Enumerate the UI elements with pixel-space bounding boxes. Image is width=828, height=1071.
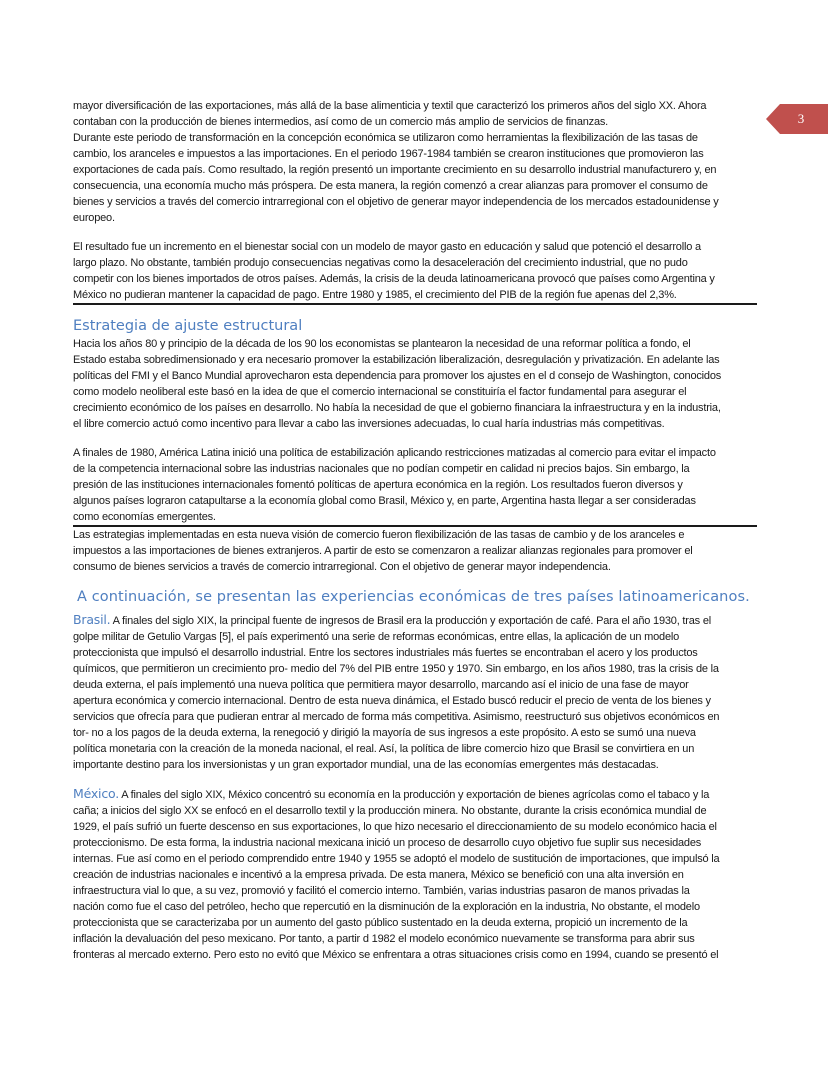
text-line: cambio, los aranceles e impuestos a las importaciones. En el periodo 1967-1984 también se crearon instituciones que promovieron las — [73, 148, 704, 160]
text-line: Estado estaba sobredimensionado y era necesario promover la estabilización liberalización, desregulación y privatización. En adelante las — [73, 354, 720, 366]
text-line: mayor diversificación de las exportaciones, más allá de la base alimenticia y textil que caracterizó los primeros años del siglo XX. Ahora — [73, 100, 707, 112]
text-line: presión de las instituciones internacionales fomentó políticas de apertura económica en la región. Los resultados fueron diversos y — [73, 479, 683, 491]
heading-ajuste-estructural: Estrategia de ajuste estructural — [73, 318, 303, 334]
text-line: proteccionista que se caracterizaba por un aumento del gasto público sustentado en la deuda externa, propició un incremento de la — [73, 917, 688, 929]
text-line: golpe militar de Getulio Vargas [5], el país experimentó una serie de reformas económicas, entre ellas, la aplicación de un modelo — [73, 631, 680, 643]
text-line: proteccionismo. De esta forma, la industria nacional mexicana inició un proceso de desarrollo cuyo objetivo fue suplir sus necesidades — [73, 837, 702, 849]
text-line: internas. Fue así como en el periodo comprendido entre 1940 y 1955 se adoptó el modelo de sustitución de importaciones, que impulsó la — [73, 853, 720, 865]
text-line: Durante este periodo de transformación en la concepción económica se utilizaron como herramientas la flexibilización de las tasas de — [73, 132, 698, 144]
country-label-brasil: Brasil. — [73, 612, 111, 627]
text-span: A finales del siglo XIX, la principal fuente de ingresos de Brasil era la producción y exportación de café. Para el año 1930, tras el — [110, 615, 711, 627]
paragraph-ajuste — [73, 336, 757, 432]
text-line: consumo de bienes servicios a través de comercio intrarregional. Con el objetivo de generar mayor independencia. — [73, 561, 611, 573]
text-line — [73, 612, 757, 629]
text-line: químicos, que permitieron un crecimiento pro- medio del 7% del PIB entre 1950 y 1970. Sin embargo, en los años 1980, tras la crisis de la — [73, 663, 719, 675]
page-number: 3 — [797, 111, 805, 126]
text-line: impuestos a las importaciones de bienes extranjeros. A partir de esto se comenzaron a realizar alianzas regionales para promover el — [73, 545, 693, 557]
text-line: deuda externa, el país implementó una nueva política que permitiera mayor desarrollo, marcando así el inicio de una fase de mayor — [73, 679, 689, 691]
text-line: inflación la devaluación del peso mexicano. Por tanto, a partir d 1982 el modelo económico nuevamente se transforma para abrir sus — [73, 933, 695, 945]
text-line: Las estrategias implementadas en esta nueva visión de comercio fueron flexibilización de las tasas de cambio y de los aranceles e — [73, 529, 685, 541]
text-line: de la competencia internacional sobre las industrias nacionales que no podían competir en calidad ni precios bajos. Sin embargo, la — [73, 463, 690, 475]
text-line: algunos países lograron catapultarse a la economía global como Brasil, México y, en parte, Argentina hasta llegar a ser consideradas — [73, 495, 696, 507]
text-line: largo plazo. No obstante, también produjo consecuencias negativas como la desaceleración del crecimiento industrial, que no pudo — [73, 257, 688, 269]
text-line: competir con los bienes importados de otros países. Además, la crisis de la deuda latinoamericana provocó que países como Argentina y — [73, 273, 715, 285]
text-line: nación como fue el caso del petróleo, hecho que repercutió en la disminución de la exploración en la industria, No obstante, el modelo — [73, 901, 700, 913]
text-line: política monetaria con la creación de la moneda nacional, el real. Así, la política de libre comercio hizo que Brasil se convirtiera en un — [73, 743, 695, 755]
text-line: proteccionista que impulsó el desarrollo industrial. Entre los sectores industriales más fuertes se encontraban el acero y los productos — [73, 647, 698, 659]
text-line: México no pudieran mantener la capacidad de pago. Entre 1980 y 1985, el crecimiento del PIB de la región fue apenas del 2,3%. — [73, 289, 677, 301]
text-line: exportaciones de cada país. Como resultado, la región presentó un importante crecimiento en su desarrollo industrial manufacturero y, en — [73, 164, 717, 176]
text-line: europeo. — [73, 212, 115, 224]
paragraph-resultado — [73, 239, 757, 303]
text-line: creación de industrias nacionales e incentivó a la empresa privada. De esta manera, México se benefició con una alta inversión en — [73, 869, 684, 881]
text-line: infraestructura vial lo que, a su vez, promovió y facilitó el comercio interno. También, varias industrias pasaron de manos privadas la — [73, 885, 690, 897]
text-line: políticas del FMI y el Banco Mundial aprovecharon esta dependencia para promover los ajustes en el d consejo de Washington, conocidos — [73, 370, 722, 382]
page-number-badge — [766, 104, 828, 134]
text-line: el libre comercio actuó como incentivo para llevar a cabo las inversiones adecuadas, lo cual haría industrias más competitivas. — [73, 418, 665, 430]
heading-experiencias: A continuación, se presentan las experiencias económicas de tres países latinoamericanos. — [77, 589, 750, 605]
paragraph-brasil — [73, 612, 757, 773]
paragraph-estrategias — [73, 527, 757, 575]
section-divider — [73, 303, 757, 305]
paragraph-diversificacion — [73, 98, 757, 226]
text-line: fronteras al mercado externo. Pero esto no evitó que México se enfrentara a otras situaciones crisis como en 1994, cuando se presentó el — [73, 949, 719, 961]
text-line: crecimiento económico de los países en desarrollo. No había la necesidad de que el gobierno financiara la infraestructura y en la industria, — [73, 402, 721, 414]
text-line: tor- no a los pagos de la deuda externa, la renegoció y dirigió la mayoría de sus ingresos a este propósito. A esto se sumó una nueva — [73, 727, 696, 739]
text-span: A finales del siglo XIX, México concentró su economía en la producción y exportación de bienes agrícolas como el tabaco y la — [119, 789, 710, 801]
text-line: Hacia los años 80 y principio de la década de los 90 los economistas se plantearon la necesidad de una reformar política a fondo, el — [73, 338, 691, 350]
document-body — [73, 98, 757, 963]
text-line: contaban con la producción de bienes intermedios, así como de un comercio más amplio de servicios de finanzas. — [73, 116, 609, 128]
paragraph-mexico — [73, 786, 757, 963]
text-line — [73, 786, 757, 803]
text-line: importante destino para los inversionistas y un gran exportador mundial, una de las economías emergentes más destacadas. — [73, 759, 659, 771]
text-line: 1929, el país sufrió un fuerte descenso en sus exportaciones, lo que hizo necesario el direccionamiento de su modelo económico hacia el — [73, 821, 717, 833]
text-line: caña; a inicios del siglo XX se enfocó en el desarrollo textil y la producción minera. No obstante, durante la crisis económica mundial de — [73, 805, 707, 817]
country-label-mexico: México. — [73, 786, 119, 801]
text-line: como modelo neoliberal este basó en la idea de que el comercio internacional se constituiría el factor fundamental para asegurar el — [73, 386, 687, 398]
text-line: consecuencia, una economía mucho más próspera. De esta manera, la región comenzó a crear alianzas para promover el consumo de — [73, 180, 708, 192]
text-line: servicios que ofrecía para que pudieran entrar al mercado de forma más competitiva. Asimismo, reestructuró sus objetivos económicos en — [73, 711, 720, 723]
paragraph-estabilizacion — [73, 445, 757, 525]
text-line: como economías emergentes. — [73, 511, 216, 523]
text-line: apertura económica y comercio internacional. Dentro de esta nueva dinámica, el Estado buscó reducir el precio de venta de los bienes y — [73, 695, 711, 707]
text-line: bienes y servicios a través del comercio intrarregional con el objetivo de generar mayor independencia de los mercados estadounidense y — [73, 196, 719, 208]
text-line: A finales de 1980, América Latina inició una política de estabilización aplicando restricciones matizadas al comercio para evitar el impacto — [73, 447, 716, 459]
text-line: El resultado fue un incremento en el bienestar social con un modelo de mayor gasto en educación y salud que potenció el desarrollo a — [73, 241, 701, 253]
